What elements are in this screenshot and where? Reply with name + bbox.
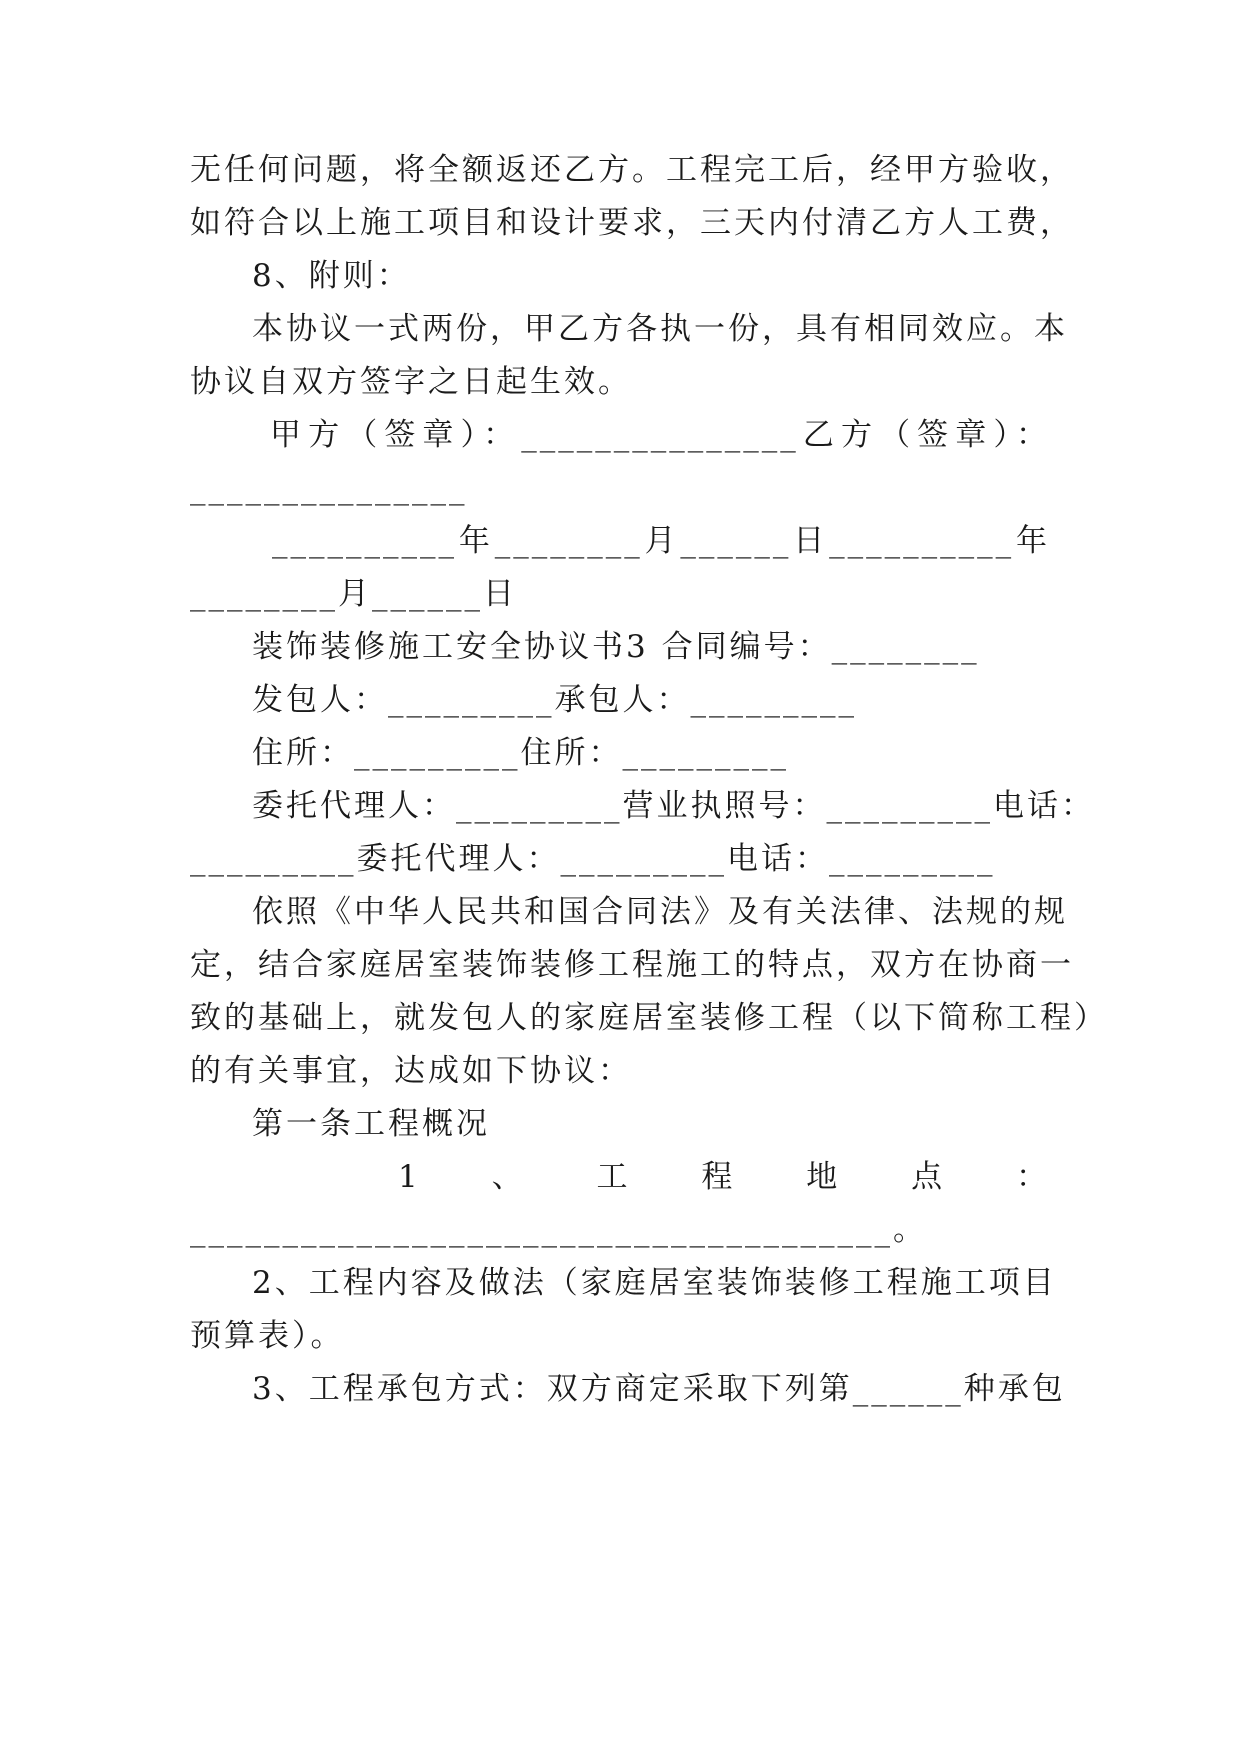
date-line: __________年________月______日__________年 [272,523,1050,559]
signature-blank: _______________ [190,470,468,506]
signature-line: 甲方（签章）：_______________乙方（签章）： [270,417,1050,453]
body-text-line: 协议自双方签字之日起生效。 [190,364,632,400]
body-text-line: 的有关事宜，达成如下协议： [190,1053,632,1089]
body-text-line: 致的基础上，就发包人的家庭居室装修工程（以下简称工程） [190,1000,1108,1036]
party-line: 发包人：_________承包人：_________ [252,682,857,718]
body-text-line: 如符合以上施工项目和设计要求，三天内付清乙方人工费， [190,205,1074,241]
agent-line: 委托代理人：_________营业执照号：_________电话： [252,788,1095,824]
address-line: 住所：_________住所：_________ [252,735,789,771]
body-text-line: 无任何问题，将全额返还乙方。工程完工后，经甲方验收， [190,152,1074,188]
section-heading: 8、附则： [252,258,411,294]
body-text-line: 定，结合家庭居室装饰装修工程施工的特点，双方在协商一 [190,947,1074,983]
body-text-line: 3、工程承包方式：双方商定采取下列第______种承包 [252,1371,1066,1407]
body-text-line: 本协议一式两份，甲乙方各执一份，具有相同效应。本 [252,311,1068,347]
body-text-line: 2、工程内容及做法（家庭居室装饰装修工程施工项目 [252,1265,1057,1301]
date-line: ________月______日 [190,576,517,612]
project-location-blank: ______________________________________。 [190,1212,927,1248]
project-location-line: 1、工程地点： [398,1159,1050,1195]
agent-line: _________委托代理人：_________电话：_________ [190,841,996,877]
article-heading: 第一条工程概况 [252,1106,490,1142]
document-title: 装饰装修施工安全协议书3 合同编号：________ [252,629,980,665]
body-text-line: 依照《中华人民共和国合同法》及有关法律、法规的规 [252,894,1068,930]
body-text-line: 预算表）。 [190,1318,345,1354]
